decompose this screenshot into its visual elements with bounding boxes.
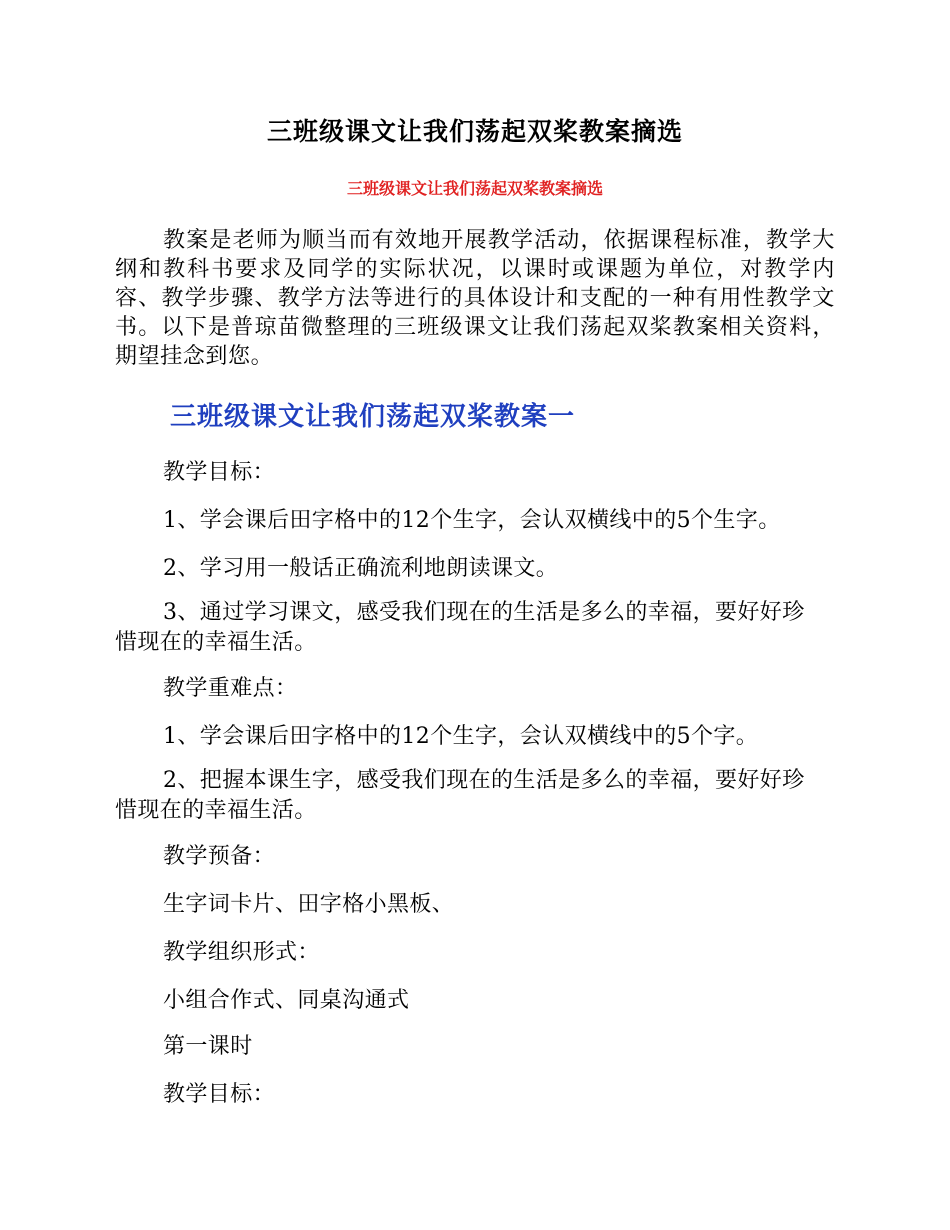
- paragraph-goal-2: 2、学习用一般话正确流利地朗读课文。: [163, 556, 559, 581]
- document-subtitle: 三班级课文让我们荡起双桨教案摘选: [346, 179, 603, 198]
- paragraph-first-lesson: 第一课时: [163, 1034, 253, 1059]
- document-title: 三班级课文让我们荡起双桨教案摘选: [266, 117, 683, 146]
- paragraph-key-point-1: 1、学会课后田字格中的12个生字，会认双横线中的5个字。: [163, 724, 759, 749]
- paragraph-goal-3: 3、通过学习课文，感受我们现在的生活是多么的幸福，要好好珍惜现在的幸福生活。: [115, 600, 805, 655]
- paragraph-key-points: 教学重难点：: [163, 676, 298, 701]
- intro-paragraph: 教案是老师为顺当而有效地开展教学活动，依据课程标准，教学大纲和教科书要求及同学的实际状况，以课时或课题为单位，对教学内容、教学步骤、教学方法等进行的具体设计和支配的一种有用性教学文书。以下是普琼苗微整理的三班级课文让我们荡起双桨教案相关资料，期望挂念到您。: [115, 228, 835, 369]
- paragraph-goal-1: 1、学会课后田字格中的12个生字，会认双横线中的5个生字。: [163, 508, 781, 533]
- paragraph-organization-items: 小组合作式、同桌沟通式: [163, 988, 410, 1013]
- paragraph-preparation-items: 生字词卡片、田字格小黑板、: [163, 892, 455, 917]
- paragraph-teaching-goals: 教学目标：: [163, 460, 276, 485]
- paragraph-key-point-2: 2、把握本课生字，感受我们现在的生活是多么的幸福，要好好珍惜现在的幸福生活。: [115, 768, 805, 823]
- section-heading: 三班级课文让我们荡起双桨教案一: [170, 402, 576, 432]
- paragraph-preparation: 教学预备：: [163, 844, 276, 869]
- paragraph-teaching-goals-2: 教学目标：: [163, 1082, 276, 1107]
- paragraph-organization: 教学组织形式：: [163, 940, 320, 965]
